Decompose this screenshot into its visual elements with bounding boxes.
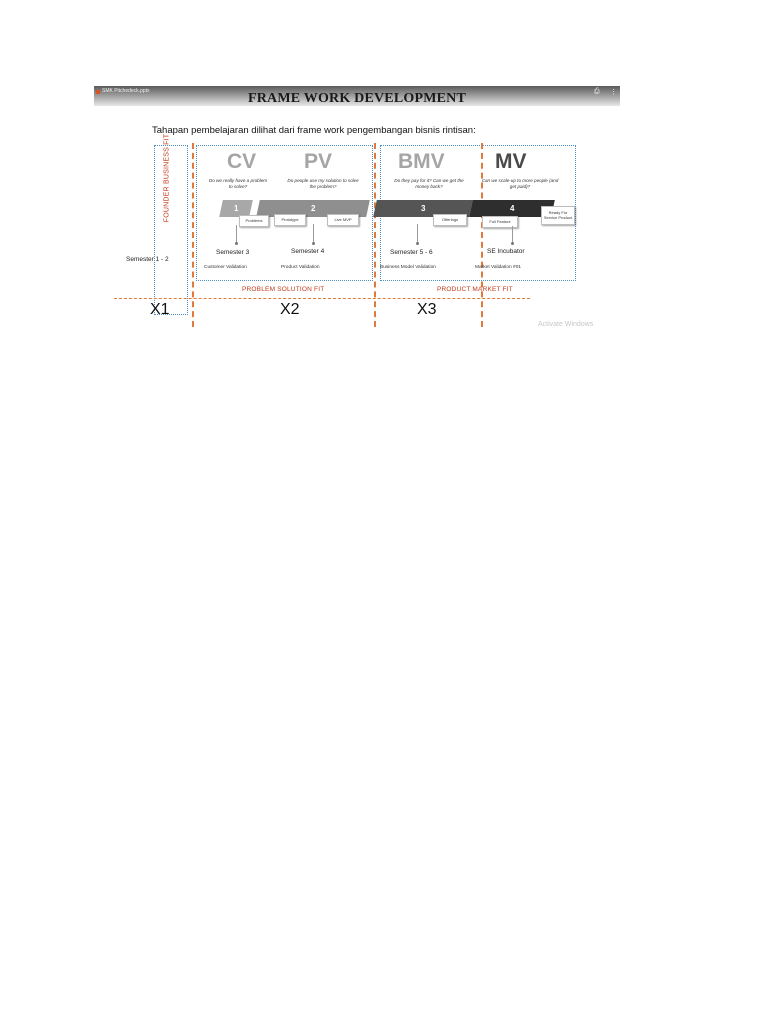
connector-dot — [235, 242, 238, 245]
stage-bar-4: 4 — [469, 200, 555, 217]
slide-title: FRAME WORK DEVELOPMENT — [247, 91, 467, 106]
box-offerings: Offerings — [433, 214, 467, 226]
stage-mv: MV — [495, 150, 527, 173]
box-ready-service: Ready For Service Product — [541, 206, 575, 225]
stage-question: Do people use my solution to solve the problem? — [287, 178, 359, 189]
box-live-mvp: Live MVP — [327, 214, 359, 226]
connector-line — [417, 224, 418, 243]
connector-line — [512, 226, 513, 243]
validation-label: Market Validation #01 — [475, 265, 522, 270]
more-icon[interactable]: ⋮ — [610, 89, 617, 96]
slide-subtitle: Tahapan pembelajaran dilihat dari frame work pengembangan bisnis rintisan: — [152, 125, 476, 136]
x3-label: X3 — [417, 301, 437, 318]
divider-line — [192, 143, 194, 327]
problem-solution-fit-label: PROBLEM SOLUTION FIT — [242, 286, 325, 293]
semester-label: SE Incubator — [487, 248, 525, 255]
divider-line — [374, 143, 376, 327]
print-icon[interactable]: ⎙ — [594, 88, 600, 95]
box-problems: Problems — [239, 215, 269, 227]
stage-bar-3: 3 — [373, 200, 473, 217]
connector-line — [236, 225, 237, 243]
validation-label: Product Validation — [281, 265, 320, 270]
baseline-line — [114, 298, 530, 299]
founder-fit-frame — [154, 145, 188, 315]
stage-question: Can we scale-up to more people (and get paid)? — [481, 178, 559, 189]
window-filename: SMK Pitchedeck.pptx — [102, 88, 150, 94]
x2-label: X2 — [280, 301, 300, 318]
stage-bar-2: 2 — [256, 200, 370, 217]
connector-line — [313, 224, 314, 243]
stage-bmv: BMV — [398, 150, 445, 173]
validation-label: Business Model Validation — [380, 265, 436, 270]
semester-label: Semester 1 - 2 — [126, 256, 169, 263]
semester-label: Semester 5 - 6 — [390, 249, 433, 256]
connector-dot — [511, 242, 514, 245]
x1-label: X1 — [150, 301, 170, 318]
validation-label: Customer Validation — [204, 265, 247, 270]
connector-dot — [312, 242, 315, 245]
stage-bar-1: 1 — [219, 200, 253, 217]
box-prototype: Prototype — [274, 214, 306, 226]
stage-cv: CV — [227, 150, 257, 173]
semester-label: Semester 3 — [216, 249, 250, 256]
stage-question: Do they pay for it? Can we get the money back? — [394, 178, 464, 189]
divider-line — [481, 143, 483, 327]
stage-pv: PV — [304, 150, 333, 173]
activation-watermark: Activate Windows — [538, 321, 594, 327]
founder-business-fit-label: FOUNDER BUSINESS FIT — [163, 133, 171, 223]
stage-question: Do we really have a problem to solve? — [208, 178, 268, 189]
box-full-feature: Full Feature — [482, 216, 518, 228]
product-market-fit-label: PRODUCT MARKET FIT — [437, 286, 513, 293]
connector-dot — [416, 242, 419, 245]
semester-label: Semester 4 — [291, 248, 325, 255]
presentation-slide — [94, 86, 620, 327]
